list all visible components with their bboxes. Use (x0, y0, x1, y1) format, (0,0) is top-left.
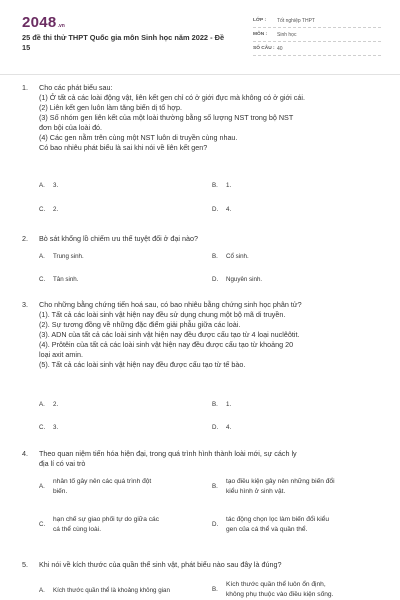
option-letter: C. (39, 424, 46, 431)
question-line: Cho những bằng chứng tiến hoá sau, có bao nhiêu bằng chứng sinh học phân tử? (39, 300, 302, 309)
option-letter: B. (212, 483, 218, 490)
option-text: 2. (53, 206, 59, 213)
question-line: (5). Tất cả các loài sinh vật hiện nay đều được cấu tạo từ tế bào. (39, 360, 246, 369)
option-text: Trung sinh. (53, 253, 84, 260)
question-text (39, 234, 387, 244)
question-line: (2) Liên kết gen luôn làm tăng biến dị tổ hợp. (39, 103, 182, 112)
document-title-line: 25 đề thi thử THPT Quốc gia môn Sinh học năm 2022 - Đề (22, 33, 225, 42)
option-letter: A. (39, 587, 45, 595)
option-text (226, 477, 335, 496)
option-text: 4. (226, 424, 232, 431)
option-d[interactable] (212, 276, 262, 284)
question-line: (3). ADN của tất cả các loài sinh vật hiện nay đều được cấu tạo từ 4 loại nuclêôtit. (39, 330, 300, 339)
question-5 (22, 560, 387, 570)
question-number: 4. (22, 449, 28, 458)
document-meta (253, 14, 381, 56)
question-line: (4). Prôtêin của tất cả các loài sinh vật hiện nay đều được cấu tạo từ khoảng 20 (39, 340, 294, 349)
question-line: Cho các phát biểu sau: (39, 83, 113, 92)
options-5 (39, 580, 387, 600)
option-letter: B. (212, 586, 218, 593)
option-a[interactable] (39, 586, 209, 596)
option-b[interactable] (212, 401, 231, 409)
option-letter: C. (39, 521, 46, 528)
option-letter: D. (212, 276, 219, 283)
meta-row-subject (253, 28, 381, 42)
question-text (39, 560, 387, 570)
option-text: Kích thước quần thể là khoảng không gian (53, 587, 170, 594)
question-line: đơn bội của loài đó. (39, 123, 103, 132)
option-text: 3. (53, 424, 59, 431)
option-letter: B. (212, 253, 218, 260)
option-text (226, 515, 329, 534)
question-line: (1) Ở tất cả các loài động vật, liên kết gen chỉ có ở giới đực mà không có ở giới cái. (39, 93, 305, 102)
option-a[interactable] (39, 253, 84, 261)
option-text: 1. (226, 182, 232, 189)
options-3 (39, 401, 387, 435)
meta-key: LỚP : (253, 18, 267, 23)
option-text: Nguyên sinh. (226, 276, 263, 283)
question-number: 1. (22, 83, 28, 92)
logo-suffix: .vn (57, 23, 65, 29)
option-d[interactable] (212, 424, 231, 432)
meta-row-count (253, 42, 381, 56)
question-number: 3. (22, 300, 28, 309)
option-letter: B. (212, 401, 218, 408)
options-2 (39, 253, 387, 287)
option-text: Tân sinh. (53, 276, 79, 283)
option-text: 3. (53, 182, 59, 189)
option-text-line: Kích thước quần thể luôn ổn định, (226, 581, 326, 588)
question-line: Theo quan niệm tiến hóa hiện đại, trong quá trình hình thành loài mới, sự cách ly (39, 449, 297, 458)
option-a[interactable] (39, 477, 209, 496)
question-text (39, 300, 387, 370)
option-letter: A. (39, 401, 45, 408)
option-b[interactable] (212, 580, 387, 599)
question-4 (22, 449, 387, 469)
question-2 (22, 234, 387, 244)
question-line: Có bao nhiêu phát biểu là sai khi nói về liên kết gen? (39, 143, 208, 152)
question-line: Bò sát khổng lồ chiếm ưu thế tuyệt đối ở đại nào? (39, 234, 198, 243)
option-text-line: cá thể cùng loài. (53, 525, 102, 533)
option-b[interactable] (212, 182, 231, 190)
option-text: 2. (53, 401, 59, 408)
question-line: địa lí có vai trò (39, 459, 86, 468)
options-4 (39, 477, 387, 547)
question-number: 2. (22, 234, 28, 243)
option-letter: D. (212, 424, 219, 431)
option-a[interactable] (39, 182, 58, 190)
option-text: 1. (226, 401, 232, 408)
option-letter: B. (212, 182, 218, 189)
option-letter: C. (39, 206, 46, 213)
question-line: (3) Số nhóm gen liên kết của một loài thường bằng số lượng NST trong bộ NST (39, 113, 294, 122)
logo-text: 2048 (22, 14, 57, 31)
meta-value: Sinh học (277, 31, 297, 38)
question-line: loại axit amin. (39, 350, 83, 359)
option-letter: A. (39, 253, 45, 260)
document-title (22, 33, 252, 53)
meta-key: MÔN : (253, 32, 268, 37)
option-b[interactable] (212, 253, 249, 261)
option-text-line: hạn chế sự giao phối tự do giữa các (53, 516, 159, 523)
question-line: (4) Các gen nằm trên cùng một NST luôn di truyền cùng nhau. (39, 133, 238, 142)
header-divider (0, 74, 400, 75)
option-text-line: không phụ thuộc vào điều kiện sống. (226, 590, 334, 598)
option-b[interactable] (212, 477, 387, 496)
option-c[interactable] (39, 276, 78, 284)
question-line: (2). Sự tương đồng về những đặc điểm giải phẫu giữa các loài. (39, 320, 241, 329)
header (0, 0, 400, 66)
meta-key: SỐ CÂU : (253, 46, 275, 51)
question-3 (22, 300, 387, 370)
option-letter: D. (212, 206, 219, 213)
option-letter: A. (39, 483, 45, 490)
question-line: Khi nói về kích thước của quần thể sinh vật, phát biểu nào sau đây là đúng? (39, 560, 282, 569)
question-text (39, 449, 387, 469)
question-1 (22, 83, 387, 153)
option-letter: A. (39, 182, 45, 189)
option-text-line: tác động chọn lọc làm biến đổi kiểu (226, 516, 330, 523)
option-letter: C. (39, 276, 46, 283)
meta-row-class (253, 14, 381, 28)
option-text (226, 580, 333, 599)
meta-value: 40 (277, 45, 283, 52)
option-text-line: nhân tố gây nên các quá trình đột (53, 478, 152, 485)
option-text (53, 515, 159, 534)
option-c[interactable] (39, 206, 58, 214)
question-line: (1). Tất cả các loài sinh vật hiện nay đều sử dụng chung một bộ mã di truyền. (39, 310, 286, 319)
options-1 (39, 182, 387, 222)
option-a[interactable] (39, 401, 58, 409)
option-text-line: tạo điều kiện gây nên những biến đổi (226, 478, 335, 485)
option-text: 4. (226, 206, 232, 213)
option-d[interactable] (212, 206, 231, 214)
option-c[interactable] (39, 515, 209, 534)
document-title-line: 15 (22, 43, 31, 52)
option-text (53, 477, 151, 496)
option-c[interactable] (39, 424, 58, 432)
site-logo[interactable] (22, 14, 65, 31)
option-letter: D. (212, 521, 219, 528)
option-d[interactable] (212, 515, 387, 534)
question-text (39, 83, 387, 153)
option-text-line: biến. (53, 487, 68, 495)
meta-value: Tốt nghiệp THPT (277, 17, 315, 24)
option-text: Cổ sinh. (226, 253, 249, 260)
option-text-line: kiểu hình ở sinh vật. (226, 487, 286, 495)
question-number: 5. (22, 560, 28, 569)
option-text-line: gen của cá thể và quần thể. (226, 525, 308, 533)
